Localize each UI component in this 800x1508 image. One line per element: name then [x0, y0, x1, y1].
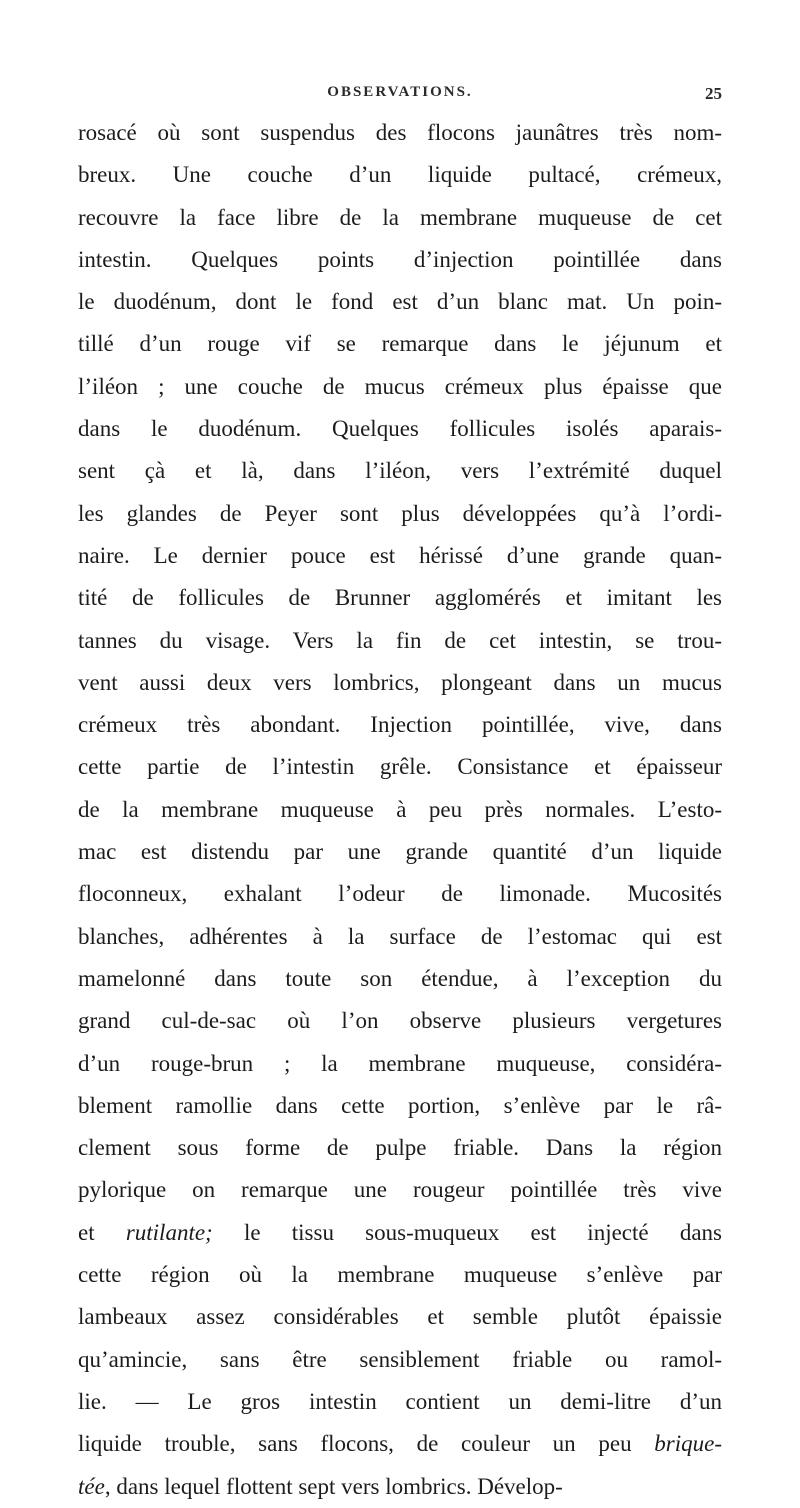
text-segment: et: [78, 1219, 126, 1245]
text-line: floconneux, exhalant l’odeur de limonade. Mucosités: [78, 881, 722, 907]
text-line: crémeux très abondant. Injection pointillée, vive, dans: [78, 712, 722, 738]
running-title: OBSERVATIONS.: [327, 84, 473, 100]
text-line: d’un rouge-brun ; la membrane muqueuse, considéra-: [78, 1050, 722, 1076]
body-text: [78, 112, 722, 1508]
text-segment: le tissu sous-muqueux est injecté dans: [212, 1219, 722, 1245]
text-line: lambeaux assez considérables et semble plutôt épaissie: [78, 1304, 722, 1330]
text-line: breux. Une couche d’un liquide pultacé, crémeux,: [78, 162, 722, 188]
text-line: blanches, adhérentes à la surface de l’estomac qui est: [78, 923, 722, 949]
italic-text: brique-: [654, 1431, 722, 1457]
text-line: tillé d’un rouge vif se remarque dans le jéjunum et: [78, 331, 722, 357]
text-line: blement ramollie dans cette portion, s’enlève par le râ-: [78, 1092, 722, 1118]
text-line: rosacé où sont suspendus des flocons jaunâtres très nom-: [78, 120, 722, 145]
text-segment: , dans lequel flottent sept vers lombrics. Dévelop-: [104, 1473, 563, 1499]
text-line: sent çà et là, dans l’iléon, vers l’extrémité duquel: [78, 458, 722, 484]
text-line: recouvre la face libre de la membrane muqueuse de cet: [78, 204, 722, 230]
text-segment: liquide trouble, sans flocons, de couleur un peu: [78, 1431, 655, 1457]
text-line: [78, 1466, 722, 1508]
text-line: vent aussi deux vers lombrics, plongeant dans un mucus: [78, 669, 722, 695]
text-line: les glandes de Peyer sont plus développées qu’à l’ordi-: [78, 500, 722, 526]
text-line: clement sous forme de pulpe friable. Dans la région: [78, 1135, 722, 1161]
text-line: naire. Le dernier pouce est hérissé d’une grande quan-: [78, 542, 722, 568]
text-line: qu’amincie, sans être sensiblement friable ou ramol-: [78, 1346, 722, 1372]
text-line: tannes du visage. Vers la fin de cet intestin, se trou-: [78, 627, 722, 653]
text-line: cette région où la membrane muqueuse s’enlève par: [78, 1262, 722, 1288]
text-line: pylorique on remarque une rougeur pointillée très vive: [78, 1177, 722, 1203]
text-line: [78, 1423, 722, 1465]
running-head: [78, 84, 722, 106]
text-line: le duodénum, dont le fond est d’un blanc mat. Un poin-: [78, 289, 722, 315]
text-line: tité de follicules de Brunner agglomérés et imitant les: [78, 585, 722, 611]
text-line: de la membrane muqueuse à peu près normales. L’esto-: [78, 796, 722, 822]
text-line: intestin. Quelques points d’injection pointillée dans: [78, 246, 722, 272]
text-line: dans le duodénum. Quelques follicules isolés aparais-: [78, 416, 722, 442]
text-line: lie. — Le gros intestin contient un demi-litre d’un: [78, 1388, 722, 1414]
italic-text: rutilante;: [125, 1219, 213, 1245]
text-line: cette partie de l’intestin grêle. Consistance et épaisseur: [78, 754, 722, 780]
text-line: mamelonné dans toute son étendue, à l’exception du: [78, 965, 722, 991]
text-line: [78, 1212, 722, 1254]
italic-text: tée: [78, 1473, 105, 1499]
page-number: 25: [705, 84, 722, 103]
text-line: l’iléon ; une couche de mucus crémeux plus épaisse que: [78, 373, 722, 399]
text-line: grand cul-de-sac où l’on observe plusieurs vergetures: [78, 1008, 722, 1034]
text-line: mac est distendu par une grande quantité d’un liquide: [78, 839, 722, 865]
